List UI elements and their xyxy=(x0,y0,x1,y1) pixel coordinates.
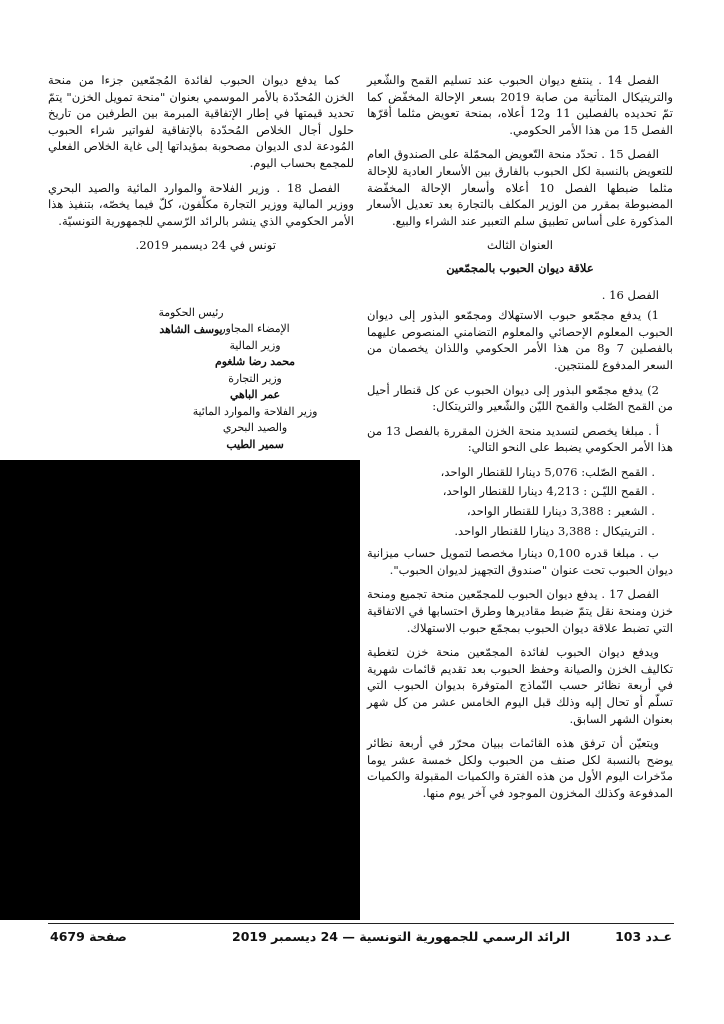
countersignatures xyxy=(170,321,340,453)
title-heading: علاقة ديوان الحبوب بالمجمّعين xyxy=(446,260,594,275)
storage-financing-paragraph: كما يدفع ديوان الحبوب لفائدة المُجمّعين جزءا من منحة الخزن المُحدّدة بالأمر الموسمي بعنوان "منحة تمويل الخزن" يتمّ تحديد قيمتها في إطار الإتفاقية المبرمة بين الطرفين من تاريخ حلول أجال الخلاص المُحدّدة بالإتفاقية لفواتير شراء الحبوب المُودعة لدى الديوان مصحوبة بمؤيداتها إلى غاية الخلاص الفعلي للمجمع بحساب اليوم. xyxy=(48,73,354,170)
article-16-label: الفصل 16 . xyxy=(601,287,659,302)
countersign-label: الإمضاء المجاور xyxy=(220,322,290,335)
footer-divider xyxy=(48,923,674,924)
finance-minister-name: محمد رضا شلغوم xyxy=(215,355,295,368)
rate-item: . القمح الليّـن : 4,213 دينارا للقنطار الواحد، xyxy=(442,484,655,499)
article-17-paragraph-3: ويتعيّن أن ترفق هذه القائمات ببيان محرّر في أربعة نظائر يوضح بالنسبة لكل صنف من الحبوب ولكل خمسة عشر يوما مدّخرات اليوم الأول من هذه الفترة والكميات المقبولة والكميات المدفوعة وكذلك المخزون الموجود في آخر يوم منها. xyxy=(367,736,673,800)
rate-item: . القمح الصّلب: 5,076 دينارا للقنطار الواحد، xyxy=(440,464,655,479)
journal-title-date: الرائد الرسمي للجمهورية التونسية — 24 ديسمبر 2019 xyxy=(232,929,571,944)
page-number: صفحة 4679 xyxy=(50,929,127,944)
article-15: الفصل 15 . تحدّد منحة التّعويض المحمّلة على الصندوق العام للتعويض بالنسبة لكل الحبوب بالفارق بين الأسعار العادية للإحالة مثلما ضبطها الفصل 10 أعلاه وأسعار الإحالة المخفّضة المضبوطة بمقرر من الوزير المكلف بالتجارة بعد تعديل الأسعار المذكورة على أساس تطبيق سلم التعبير عند الشراء والبيع. xyxy=(367,147,673,228)
trade-minister-name: عمر الباهي xyxy=(230,388,280,401)
article-16-item-b: ب . مبلغا قدره 0,100 دينارا مخصصا لتمويل حساب ميزانية ديوان الحبوب تحت عنوان "صندوق التجهيز لديوان الحبوب". xyxy=(367,546,673,577)
article-17: الفصل 17 . يدفع ديوان الحبوب للمجمّعين منحة تجميع ومنحة خزن ومنحة نقل يتمّ ضبط مقاديرها وطرق احتسابها في الاتفاقية التي تضبط علاقة ديوان الحبوب بمجمّع حبوب الاستهلاك. xyxy=(367,587,673,635)
signing-date: تونس في 24 ديسمبر 2019. xyxy=(135,238,276,253)
article-16-paragraph-2: 2) يدفع مجمّعو البذور إلى ديوان الحبوب عن كل قنطار أحيل من القمح الصّلب والقمح الليّن والشّعير والتريتكال: xyxy=(367,382,673,414)
agriculture-minister-name: سمير الطيب xyxy=(226,437,284,451)
agriculture-minister-title: وزير الفلاحة والموارد المائية xyxy=(192,404,318,418)
right-column xyxy=(367,72,673,810)
title-label: العنوان الثالث xyxy=(487,238,553,253)
prime-minister-name: يوسف الشاهد xyxy=(159,322,223,336)
redaction-block xyxy=(0,460,360,920)
left-column xyxy=(48,72,354,260)
article-16-paragraph-1: 1) يدفع مجمّعو حبوب الاستهلاك ومجمّعو البذور إلى ديوان الحبوب المعلوم الإحصائي والمعلوم التضامني المنصوص عليهما بالفصلين 7 و8 من هذا الأمر الحكومي واللذان يخصمان من السعر المدفوع للمنتجين. xyxy=(367,308,673,372)
article-16-item-a: أ . مبلغا يخصص لتسديد منحة الخزن المقررة بالفصل 13 من هذا الأمر الحكومي يضبط على النحو التالي: xyxy=(367,423,673,455)
issue-number: عـدد 103 xyxy=(615,929,672,944)
article-17-paragraph-2: ويدفع ديوان الحبوب لفائدة المجمّعين منحة خزن لتغطية تكاليف الخزن والصيانة وحفظ الحبوب بعد تقديم قائمات شهرية في أربعة نظائر حسب النّماذج المتوفرة بديوان الحبوب التي تسلّم أو تحال إليه وذلك قبل اليوم الخامس عشر من كل شهر بعنوان الشهر السابق. xyxy=(367,645,673,726)
agriculture-minister-title-cont: والصيد البحري xyxy=(222,421,288,434)
article-18: الفصل 18 . وزير الفلاحة والموارد المائية والصيد البحري ووزير المالية ووزير التجارة مكلّفون، كلّ فيما يخصّه، بتنفيذ هذا الأمر الحكومي الذي ينشر بالرائد الرّسمي للجمهورية التونسيّة. xyxy=(48,180,354,228)
rate-item: . الشعير : 3,388 دينارا للقنطار الواحد، xyxy=(466,504,655,519)
article-14: الفصل 14 . ينتفع ديوان الحبوب عند تسليم القمح والشّعير والتريتيكال المتأتية من صابة 2019 بسعر الإحالة المخفّض كما تمّ تحديده بالفصلين 11 و12 أعلاه، بمنحة تعويض مثلما أقرّها الفصل 15 من هذا الأمر الحكومي. xyxy=(367,73,673,137)
finance-minister-title: وزير المالية xyxy=(229,338,281,352)
rate-item: . التريتيكال : 3,388 دينارا للقنطار الواحد. xyxy=(454,523,655,538)
prime-minister-title: رئيس الحكومة xyxy=(158,306,224,319)
trade-minister-title: وزير التجارة xyxy=(228,371,282,385)
